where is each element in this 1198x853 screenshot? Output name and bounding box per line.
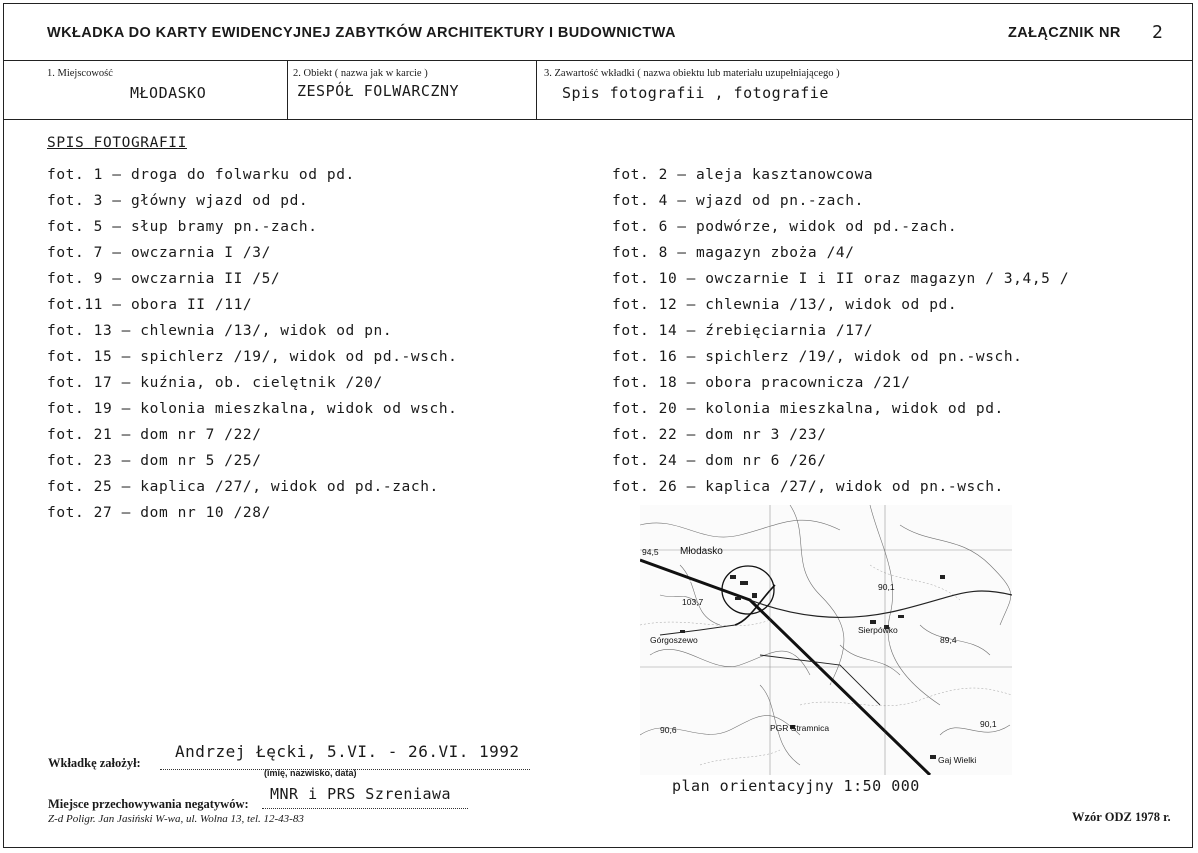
photo-list-item: fot. 2 – aleja kasztanowcowa	[612, 167, 874, 183]
printer-imprint: Z-d Poligr. Jan Jasiński W-wa, ul. Wolna 13, tel. 12-43-83	[48, 813, 304, 825]
photo-list-item: fot. 5 – słup bramy pn.-zach.	[47, 219, 318, 235]
storage-value: MNR i PRS Szreniawa	[270, 785, 452, 803]
photo-list-item: fot. 9 – owczarnia II /5/	[47, 271, 281, 287]
photo-list-item: fot. 21 – dom nr 7 /22/	[47, 427, 262, 443]
object-label: 2. Obiekt ( nazwa jak w karcie )	[293, 68, 428, 79]
photo-list-item: fot. 12 – chlewnia /13/, widok od pd.	[612, 297, 958, 313]
form-title: WKŁADKA DO KARTY EWIDENCYJNEJ ZABYTKÓW ARCHITEKTURY I BUDOWNICTWA	[47, 25, 676, 41]
author-sublabel: (imię, nazwisko, data)	[264, 768, 357, 778]
photo-list-item: fot. 15 – spichlerz /19/, widok od pd.-wsch.	[47, 349, 458, 365]
locality-value: MŁODASKO	[130, 84, 207, 102]
photo-list-item: fot. 10 – owczarnie I i II oraz magazyn / 3,4,5 /	[612, 271, 1070, 287]
map-place-label: Młodasko	[680, 546, 723, 557]
photo-list-item: fot. 7 – owczarnia I /3/	[47, 245, 271, 261]
form-code: Wzór ODZ 1978 r.	[1072, 810, 1171, 824]
map-spot-height: 90,1	[980, 719, 997, 729]
photo-list-item: fot. 25 – kaplica /27/, widok od pd.-zach.	[47, 479, 439, 495]
map-place-label: Górgoszewo	[650, 635, 698, 645]
photo-list-item: fot. 20 – kolonia mieszkalna, widok od pd.	[612, 401, 1004, 417]
locality-label: 1. Miejscowość	[47, 68, 113, 79]
map-place-label: PGR Stramnica	[770, 723, 830, 733]
map-spot-height: 94,5	[642, 547, 659, 557]
photo-list-item: fot. 16 – spichlerz /19/, widok od pn.-wsch.	[612, 349, 1023, 365]
photo-list-item: fot. 26 – kaplica /27/, widok od pn.-wsch.	[612, 479, 1004, 495]
photo-list-item: fot. 13 – chlewnia /13/, widok od pn.	[47, 323, 393, 339]
storage-dotted-line	[262, 808, 468, 809]
map-place-label: Gaj Wielki	[938, 755, 977, 765]
object-value: ZESPÓŁ FOLWARCZNY	[297, 82, 460, 100]
field-divider-2	[536, 60, 537, 119]
map-caption: plan orientacyjny 1:50 000	[672, 777, 920, 795]
map-spot-height: 90,1	[878, 582, 895, 592]
photo-list-item: fot. 4 – wjazd od pn.-zach.	[612, 193, 864, 209]
author-value: Andrzej Łęcki, 5.VI. - 26.VI. 1992	[175, 742, 520, 761]
orientation-map	[640, 505, 1012, 775]
photo-list-item: fot. 22 – dom nr 3 /23/	[612, 427, 827, 443]
photo-list-item: fot. 24 – dom nr 6 /26/	[612, 453, 827, 469]
photo-list-item: fot. 23 – dom nr 5 /25/	[47, 453, 262, 469]
field-bottom-border	[3, 119, 1193, 120]
photo-list-title: SPIS FOTOGRAFII	[47, 135, 187, 151]
field-top-border	[3, 60, 1193, 61]
photo-list-item: fot. 19 – kolonia mieszkalna, widok od wsch.	[47, 401, 458, 417]
form-frame	[3, 3, 1193, 848]
photo-list-item: fot. 18 – obora pracownicza /21/	[612, 375, 911, 391]
photo-list-item: fot. 3 – główny wjazd od pd.	[47, 193, 309, 209]
photo-list-item: fot. 14 – źrebięciarnia /17/	[612, 323, 874, 339]
author-label: Wkładkę założył:	[48, 756, 141, 770]
map-spot-height: 103,7	[682, 597, 704, 607]
photo-list-item: fot. 17 – kuźnia, ob. cielętnik /20/	[47, 375, 383, 391]
map-place-label: Sierpówko	[858, 625, 898, 635]
photo-list-item: fot.11 – obora II /11/	[47, 297, 253, 313]
content-label: 3. Zawartość wkładki ( nazwa obiektu lub materiału uzupełniającego )	[544, 68, 840, 79]
content-value: Spis fotografii , fotografie	[562, 84, 829, 102]
map-spot-height: 90,6	[660, 725, 677, 735]
photo-list-item: fot. 27 – dom nr 10 /28/	[47, 505, 271, 521]
annex-label: ZAŁĄCZNIK NR	[1008, 25, 1121, 41]
topographic-map-image	[640, 505, 1012, 775]
storage-label: Miejsce przechowywania negatywów:	[48, 797, 249, 811]
map-spot-height: 89,4	[940, 635, 957, 645]
photo-list-item: fot. 6 – podwórze, widok od pd.-zach.	[612, 219, 958, 235]
photo-list-item: fot. 8 – magazyn zboża /4/	[612, 245, 855, 261]
field-divider-1	[287, 60, 288, 119]
annex-number: 2	[1152, 22, 1163, 43]
photo-list-item: fot. 1 – droga do folwarku od pd.	[47, 167, 355, 183]
